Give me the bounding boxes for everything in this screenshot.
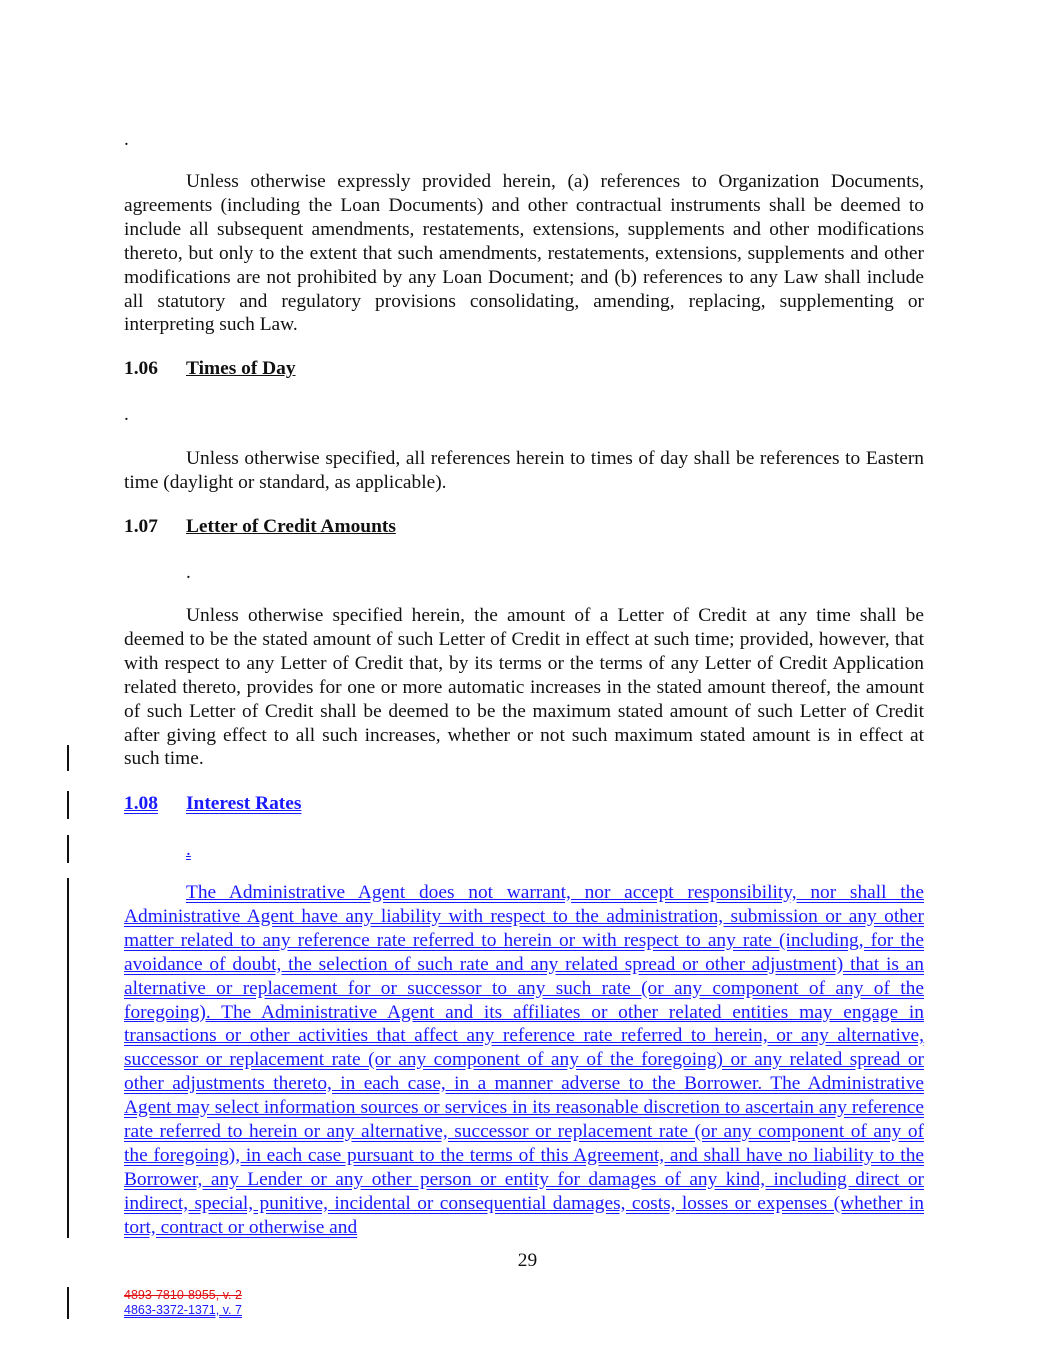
change-bar bbox=[67, 745, 69, 771]
section-dot: . bbox=[186, 839, 191, 860]
change-bar bbox=[67, 878, 69, 1238]
paragraph-interest-rates: The Administrative Agent does not warrant, nor accept responsibility, nor shall the Administrative Agent have any liability with respect to the administration, submission or any other matter related to any reference rate referred to herein or with respect to any rate (including, for the avoidance of doubt, the selection of such rate and any related spread or other adjustment) that is an alternative or replacement for or successor to any such rate (or any component of any of the foregoing). The Administrative Agent and its affiliates or other related entities may engage in transactions or other activities that affect any reference rate referred to herein, or any alternative, successor or replacement rate (or any component of any of the foregoing) or any related spread or other adjustments thereto, in each case, in a manner adverse to the Borrower. The Administrative Agent may select information sources or services in its reasonable discretion to ascertain any reference rate referred to herein or any alternative, successor or replacement rate (or any component of any of the foregoing), in each case pursuant to the terms of this Agreement, and shall have no liability to the Borrower, any Lender or any other person or entity for damages of any kind, including direct or indirect, special, punitive, incidental or consequential damages, costs, losses or expenses (whether in tort, contract or otherwise and bbox=[124, 882, 924, 1238]
page-number: 29 bbox=[517, 1250, 538, 1271]
section-title: Times of Day bbox=[186, 358, 296, 379]
section-title: Letter of Credit Amounts bbox=[186, 516, 396, 537]
paragraph-references: Unless otherwise expressly provided herein, (a) references to Organization Documents, agreements (including the Loan Documents) and other contractual instruments shall be deemed to include all subsequent amendments, restatements, extensions, supplements and other modifications thereto, but only to the extent that such amendments, restatements, extensions, supplements and other modifications are not prohibited by any Loan Document; and (b) references to any Law shall include all statutory and regulatory provisions consolidating, amending, replacing, supplementing or interpreting such Law. bbox=[124, 171, 924, 336]
section-title: Interest Rates bbox=[186, 793, 302, 814]
paragraph-letter-of-credit: Unless otherwise specified herein, the amount of a Letter of Credit at any time shall be deemed to be the stated amount of such Letter of Credit in effect at such time; provided, however, that with respect to any Letter of Credit that, by its terms or the terms of any Letter of Credit Application related thereto, provides for one or more automatic increases in the stated amount thereof, the amount of such Letter of Credit shall be deemed to be the maximum stated amount of such Letter of Credit after giving effect to all such increases, whether or not such maximum stated amount is in effect at such time. bbox=[124, 605, 924, 770]
paragraph-times-of-day: Unless otherwise specified, all references herein to times of day shall be references to Eastern time (daylight or standard, as applicable). bbox=[124, 448, 924, 493]
section-dot: . bbox=[186, 562, 191, 583]
change-bar bbox=[67, 1287, 69, 1319]
section-number: 1.07 bbox=[124, 516, 158, 537]
doc-id-deleted: 4893-7810-8955, v. 2 bbox=[124, 1288, 242, 1302]
leading-dot: . bbox=[124, 129, 129, 150]
change-bar bbox=[67, 835, 69, 863]
section-number: 1.06 bbox=[124, 358, 158, 379]
section-heading-1-06 bbox=[124, 357, 296, 381]
section-heading-1-08 bbox=[124, 792, 301, 816]
section-number: 1.08 bbox=[124, 793, 158, 814]
change-bar bbox=[67, 791, 69, 819]
section-heading-1-07 bbox=[124, 515, 396, 539]
section-dot: . bbox=[124, 404, 129, 425]
doc-id-current: 4863-3372-1371, v. 7 bbox=[124, 1303, 242, 1317]
